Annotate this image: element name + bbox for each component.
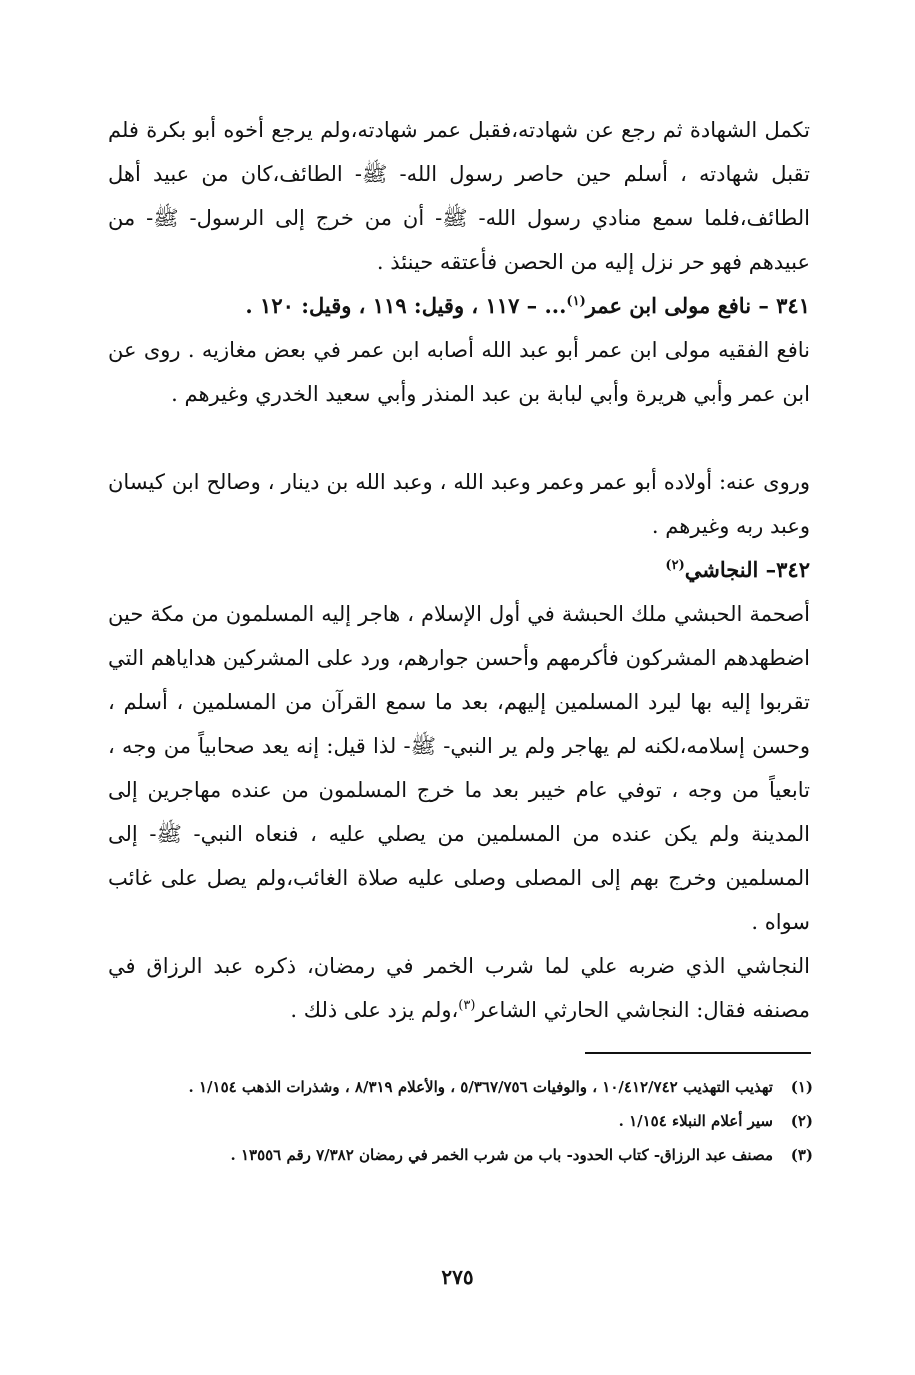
paragraph-najashi-bio: أصحمة الحبشي ملك الحبشة في أول الإسلام ، هاجر إليه المسلمون من مكة حين اضطهدهم المشركون فأكرمهم وأحسن جوارهم، ورد على المشركين هداياهم التي تقربوا إليه بها ليرد المسلمين إليهم، بعد ما سمع القرآن من المسلمين ، أسلم ، وحسن إسلامه،لكنه لم يهاجر ولم ير النبي- ﷺ- لذا قيل: إنه يعد صحابياً من وجه ، تابعياً من وجه ، توفي عام خيبر بعد ما خرج المسلمون من عنده مهاجرين إلى المدينة ولم يكن عنده من المسلمين من يصلي عليه ، فنعاه النبي- ﷺ- إلى المسلمين وخرج بهم إلى المصلى وصلى عليه صلاة الغائب،ولم يصل على غائب سواه .	[108, 602, 810, 934]
entry-341-dates: ... – ١١٧ ، وقيل: ١١٩ ، وقيل: ١٢٠ .	[245, 293, 567, 318]
footnote-separator	[585, 1052, 811, 1054]
footnote-text: سير أعلام النبلاء ١/١٥٤ .	[618, 1112, 773, 1130]
footnote-ref-1[interactable]: (١)	[566, 294, 586, 309]
paragraph-narrators-block	[108, 460, 810, 548]
paragraph-continuation	[108, 108, 810, 284]
footnotes	[108, 1070, 813, 1172]
entry-342	[108, 548, 810, 944]
footnote-item	[108, 1104, 813, 1138]
footnote-text: مصنف عبد الرزاق- كتاب الحدود- باب من شرب الخمر في رمضان ٧/٣٨٢ رقم ١٣٥٥٦ .	[230, 1146, 773, 1164]
entry-341-heading	[108, 284, 810, 328]
entry-341	[108, 284, 810, 416]
paragraph-nafi-narrators: وروى عنه: أولاده أبو عمر وعمر وعبد الله ، وعبد الله بن دينار ، وصالح ابن كيسان وعبد ربه وغيرهم .	[108, 470, 810, 538]
footnote-number: (١)	[790, 1078, 813, 1096]
footnote-ref-3[interactable]: (٣)	[458, 998, 476, 1013]
najashi-poet-text-end: ،ولم يزد على ذلك .	[290, 998, 459, 1022]
paragraph-nafi-bio: نافع الفقيه مولى ابن عمر أبو عبد الله أصابه ابن عمر في بعض مغازيه . روى عن ابن عمر وأبي هريرة وأبي لبابة بن عبد المنذر وأبي سعيد الخدري وغيرهم .	[108, 338, 810, 406]
footnote-item	[108, 1138, 813, 1172]
paragraph-najashi-poet	[108, 944, 810, 1032]
entry-342-heading	[108, 548, 810, 592]
entry-341-title: ٣٤١ – نافع مولى ابن عمر	[585, 293, 810, 318]
footnote-text: تهذيب التهذيب ١٠/٤١٢/٧٤٢ ، والوفيات ٥/٣٦٧/٧٥٦ ، والأعلام ٨/٣١٩ ، وشذرات الذهب ١/١٥٤ .	[188, 1078, 773, 1096]
page-number: ٢٧٥	[441, 1265, 474, 1289]
najashi-poet-text: النجاشي الذي ضربه علي لما شرب الخمر في رمضان، ذكره عبد الرزاق في مصنفه فقال: النجاشي الحارثي الشاعر	[108, 954, 810, 1022]
footnote-item	[108, 1070, 813, 1104]
paragraph-najashi-poet-block	[108, 944, 810, 1032]
footnote-ref-2[interactable]: (٢)	[665, 558, 685, 573]
footnote-number: (٢)	[790, 1112, 813, 1130]
paragraph-abu-bakra-brother: تكمل الشهادة ثم رجع عن شهادته،فقبل عمر شهادته،ولم يرجع أخوه أبو بكرة فلم تقبل شهادته ، أسلم حين حاصر رسول الله- ﷺ- الطائف،كان من عبيد أهل الطائف،فلما سمع منادي رسول الله- ﷺ- أن من خرج إلى الرسول- ﷺ- من عبيدهم فهو حر نزل إليه من الحصن فأعتقه حينئذ .	[108, 118, 810, 274]
footnote-number: (٣)	[790, 1146, 813, 1164]
entry-342-title: ٣٤٢– النجاشي	[684, 557, 810, 582]
